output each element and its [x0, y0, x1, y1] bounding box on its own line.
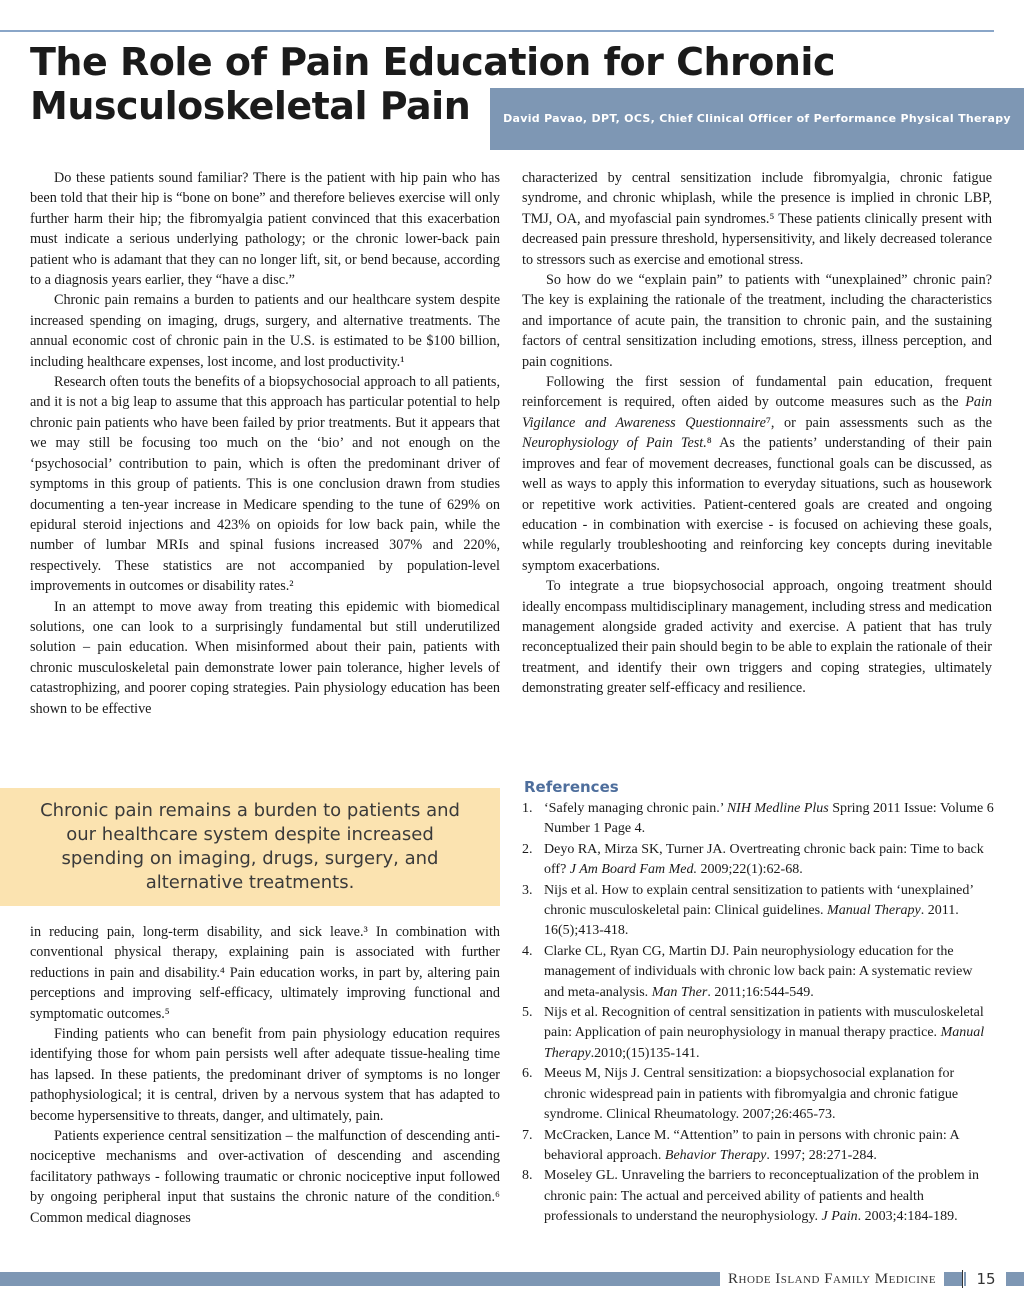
paragraph: In an attempt to move away from treating this epidemic with biomedical solutions, one can look to a surprisingly fundamental but still underutilized solution – pain education. When misinformed about their pain, patients with chronic musculoskeletal pain demonstrate lower pain tolerance, higher levels of catastrophizing, and poorer coping strategies. Pain physiology education has been shown to be effective	[30, 598, 500, 717]
title-line-2: Musculoskeletal Pain	[30, 84, 471, 128]
paragraph: Finding patients who can benefit from pain physiology education requires identifying those for whom pain persists well after adequate tissue-healing time has lapsed. In these patients, the predominant driver of symptoms is no longer pathophysiological; it is central, driven by a nervous system that has adapted to become hypersensitive to threats, danger, and ultimately, pain.	[30, 1026, 500, 1124]
reference-text: 2009;22(1):62-68.	[696, 862, 803, 878]
text-run: ⁸ As the patients’ understanding of their pain improves and fear of movement decreases, functional goals can be discussed, as well as ways to apply this information to everyday situations, such as housework or repetitive work activities. Patient-centered goals are created and ongoing education - in combination with exercise - is focused on achieving these goals, while regularly troubleshooting and reinforcing key concepts during inevitable symptom exacerbations.	[522, 435, 993, 574]
pull-quote-text: Chronic pain remains a burden to patients and our healthcare system despite increased spending on imaging, drugs, surgery, and alternative treatments.	[40, 800, 460, 893]
reference-item	[522, 799, 994, 840]
reference-number: 8.	[522, 1168, 533, 1184]
reference-item	[522, 1166, 994, 1227]
reference-item	[522, 942, 994, 1003]
reference-journal: Behavior Therapy	[664, 1147, 767, 1163]
reference-item	[522, 840, 994, 881]
reference-journal: Manual Therapy	[544, 1025, 985, 1061]
paragraph: So how do we “explain pain” to patients with “unexplained” chronic pain? The key is explaining the rationale of the treatment, including the characteristics and importance of acute pain, the transition to chronic pain, and the sustaining factors of central sensitization including emotions, stress, illness perception, and pain cognitions.	[522, 272, 992, 370]
reference-number: 1.	[522, 801, 533, 816]
reference-number: 6.	[522, 1066, 533, 1082]
publication-name: Rhode Island Family Medicine	[720, 1268, 944, 1290]
paragraph: characterized by central sensitization include fibromyalgia, chronic fatigue syndrome, and chronic whiplash, while the presence is implied in chronic LBP, TMJ, OA, and myofascial pain syndromes.⁵ These patients clinically present with decreased pain pressure threshold, hypersensitivity, and likely decreased tolerance to stressors such as exercise and emotional stress.	[522, 170, 992, 268]
paragraph: Do these patients sound familiar? There is the patient with hip pain who has been told that their hip is “bone on bone” and therefore believes exercise will only further harm their hip; the fibromyalgia patient convinced that this exacerbation must indicate a serious underlying pathology; or the chronic lower-back pain patient who is adamant that they can no longer lift, sit, or bend because, according to a diagnosis years earlier, they “have a disc.”	[30, 170, 500, 289]
instrument-title: Pain Vigilance and Awareness Questionnaire	[522, 394, 992, 431]
references-heading: References	[524, 778, 619, 796]
reference-text: Moseley GL. Unraveling the barriers to reconceptualization of the problem in chronic pain: The actual and perceived ability of patients and health professionals to understand the neurophysiology.	[544, 1168, 980, 1225]
reference-text: ‘Safely managing chronic pain.’	[544, 801, 727, 816]
reference-item	[522, 1064, 994, 1125]
instrument-title: Neurophysiology of Pain Test.	[522, 435, 707, 452]
left-column-top	[30, 168, 500, 719]
left-column-bottom	[30, 922, 500, 1228]
title-line-1: The Role of Pain Education for Chronic	[30, 40, 835, 84]
top-rule	[0, 30, 994, 32]
pull-quote	[0, 788, 500, 906]
paragraph	[522, 372, 992, 576]
reference-text: Nijs et al. How to explain central sensitization to patients with ‘unexplained’ chronic musculoskeletal pain: Clinical guidelines.	[544, 882, 973, 919]
paragraph: Research often touts the benefits of a biopsychosocial approach to all patients, and it is not a big leap to assume that this approach has particular potential to help chronic pain patients who have been failed by prior treatments. But it appears that we may still be focusing too much on the ‘bio’ and not enough on the ‘psychosocial’ contribution to pain, which is often the predominant driver of symptoms in this group of patients. This is one conclusion drawn from studies documenting a ten-year increase in Medicare spending to the tune of 629% on epidural steroid injections and 423% on opioids for low back pain, while the number of lumbar MRIs and spinal fusions increased 307% and 220%, respectively. These statistics are not accompanied by population-level improvements in outcomes or disability rates.²	[30, 374, 500, 595]
paragraph: To integrate a true biopsychosocial approach, ongoing treatment should ideally encompass multidisciplinary management, including stress and medication management alongside graded activity and exercise. A patient that has truly reconceptualized their pain should begin to be able to explain the rationale of their treatment, and identify their own triggers and coping strategies, ultimately demonstrating greater self-efficacy and resilience.	[522, 578, 992, 697]
paragraph: Patients experience central sensitization – the malfunction of descending anti-nociceptive mechanisms and over-activation of descending and ascending facilitatory pathways - following traumatic or chronic nociceptive input followed by ongoing peripheral input that sustains the chronic nature of the condition.⁶ Common medical diagnoses	[30, 1128, 500, 1226]
reference-number: 2.	[522, 841, 533, 857]
paragraph: Chronic pain remains a burden to patients and our healthcare system despite increased spending on imaging, drugs, surgery, and alternative treatments. The annual economic cost of chronic pain in the U.S. is estimated to be $100 billion, including healthcare expenses, lost income, and lost productivity.¹	[30, 292, 500, 370]
reference-journal: Manual Therapy	[827, 903, 921, 919]
reference-number: 3.	[522, 882, 533, 898]
references-list	[522, 799, 994, 1228]
reference-journal: J Am Board Fam Med.	[569, 862, 697, 878]
reference-number: 5.	[522, 1005, 533, 1021]
text-run: Following the first session of fundamental pain education, frequent reinforcement is required, often aided by outcome measures such as the	[522, 374, 992, 411]
reference-text: . 1997; 28:271-284.	[766, 1147, 877, 1163]
reference-text: Meeus M, Nijs J. Central sensitization: a biopsychosocial explanation for chronic widespread pain in patients with fibromyalgia and chronic fatigue syndrome. Clinical Rheumatology. 2007;26:465-73.	[544, 1066, 959, 1123]
page-number: 15	[966, 1268, 1006, 1290]
reference-journal: J Pain	[821, 1209, 858, 1225]
reference-text: .2010;(15)135-141.	[590, 1045, 700, 1061]
reference-journal: Man Ther	[651, 984, 708, 1000]
reference-text: . 2011. 16(5);413-418.	[544, 903, 959, 939]
reference-item	[522, 1003, 994, 1064]
paragraph: in reducing pain, long-term disability, and sick leave.³ In combination with conventional physical therapy, explaining pain is associated with further reductions in pain and disability.⁴ Pain education works, in part by, altering pain perceptions and improving self-efficacy, ultimately improving functional and symptomatic outcomes.⁵	[30, 924, 500, 1022]
footer-separator	[962, 1268, 964, 1290]
reference-text: Deyo RA, Mirza SK, Turner JA. Overtreating chronic back pain: Time to back off?	[544, 841, 984, 878]
reference-text: . 2003;4:184-189.	[857, 1209, 958, 1225]
reference-text: Spring 2011 Issue: Volume 6 Number 1 Page 4.	[544, 801, 994, 837]
reference-journal: NIH Medline Plus	[726, 801, 829, 816]
reference-number: 7.	[522, 1127, 533, 1143]
author-byline: David Pavao, DPT, OCS, Chief Clinical Officer of Performance Physical Therapy	[490, 88, 1024, 150]
reference-text: Clarke CL, Ryan CG, Martin DJ. Pain neurophysiology education for the management of individuals with chronic low back pain: A systematic review and meta-analysis.	[544, 943, 973, 1000]
reference-number: 4.	[522, 943, 533, 959]
reference-text: McCracken, Lance M. “Attention” to pain in persons with chronic pain: A behavioral approach.	[544, 1127, 959, 1163]
reference-text: . 2011;16:544-549.	[707, 984, 814, 1000]
right-column	[522, 168, 992, 699]
reference-text: Nijs et al. Recognition of central sensitization in patients with musculoskeletal pain: Application of pain neurophysiology in manual therapy practice.	[544, 1005, 984, 1041]
text-run: ⁷, or pain assessments such as the	[765, 414, 992, 431]
reference-item	[522, 1126, 994, 1167]
reference-item	[522, 881, 994, 942]
